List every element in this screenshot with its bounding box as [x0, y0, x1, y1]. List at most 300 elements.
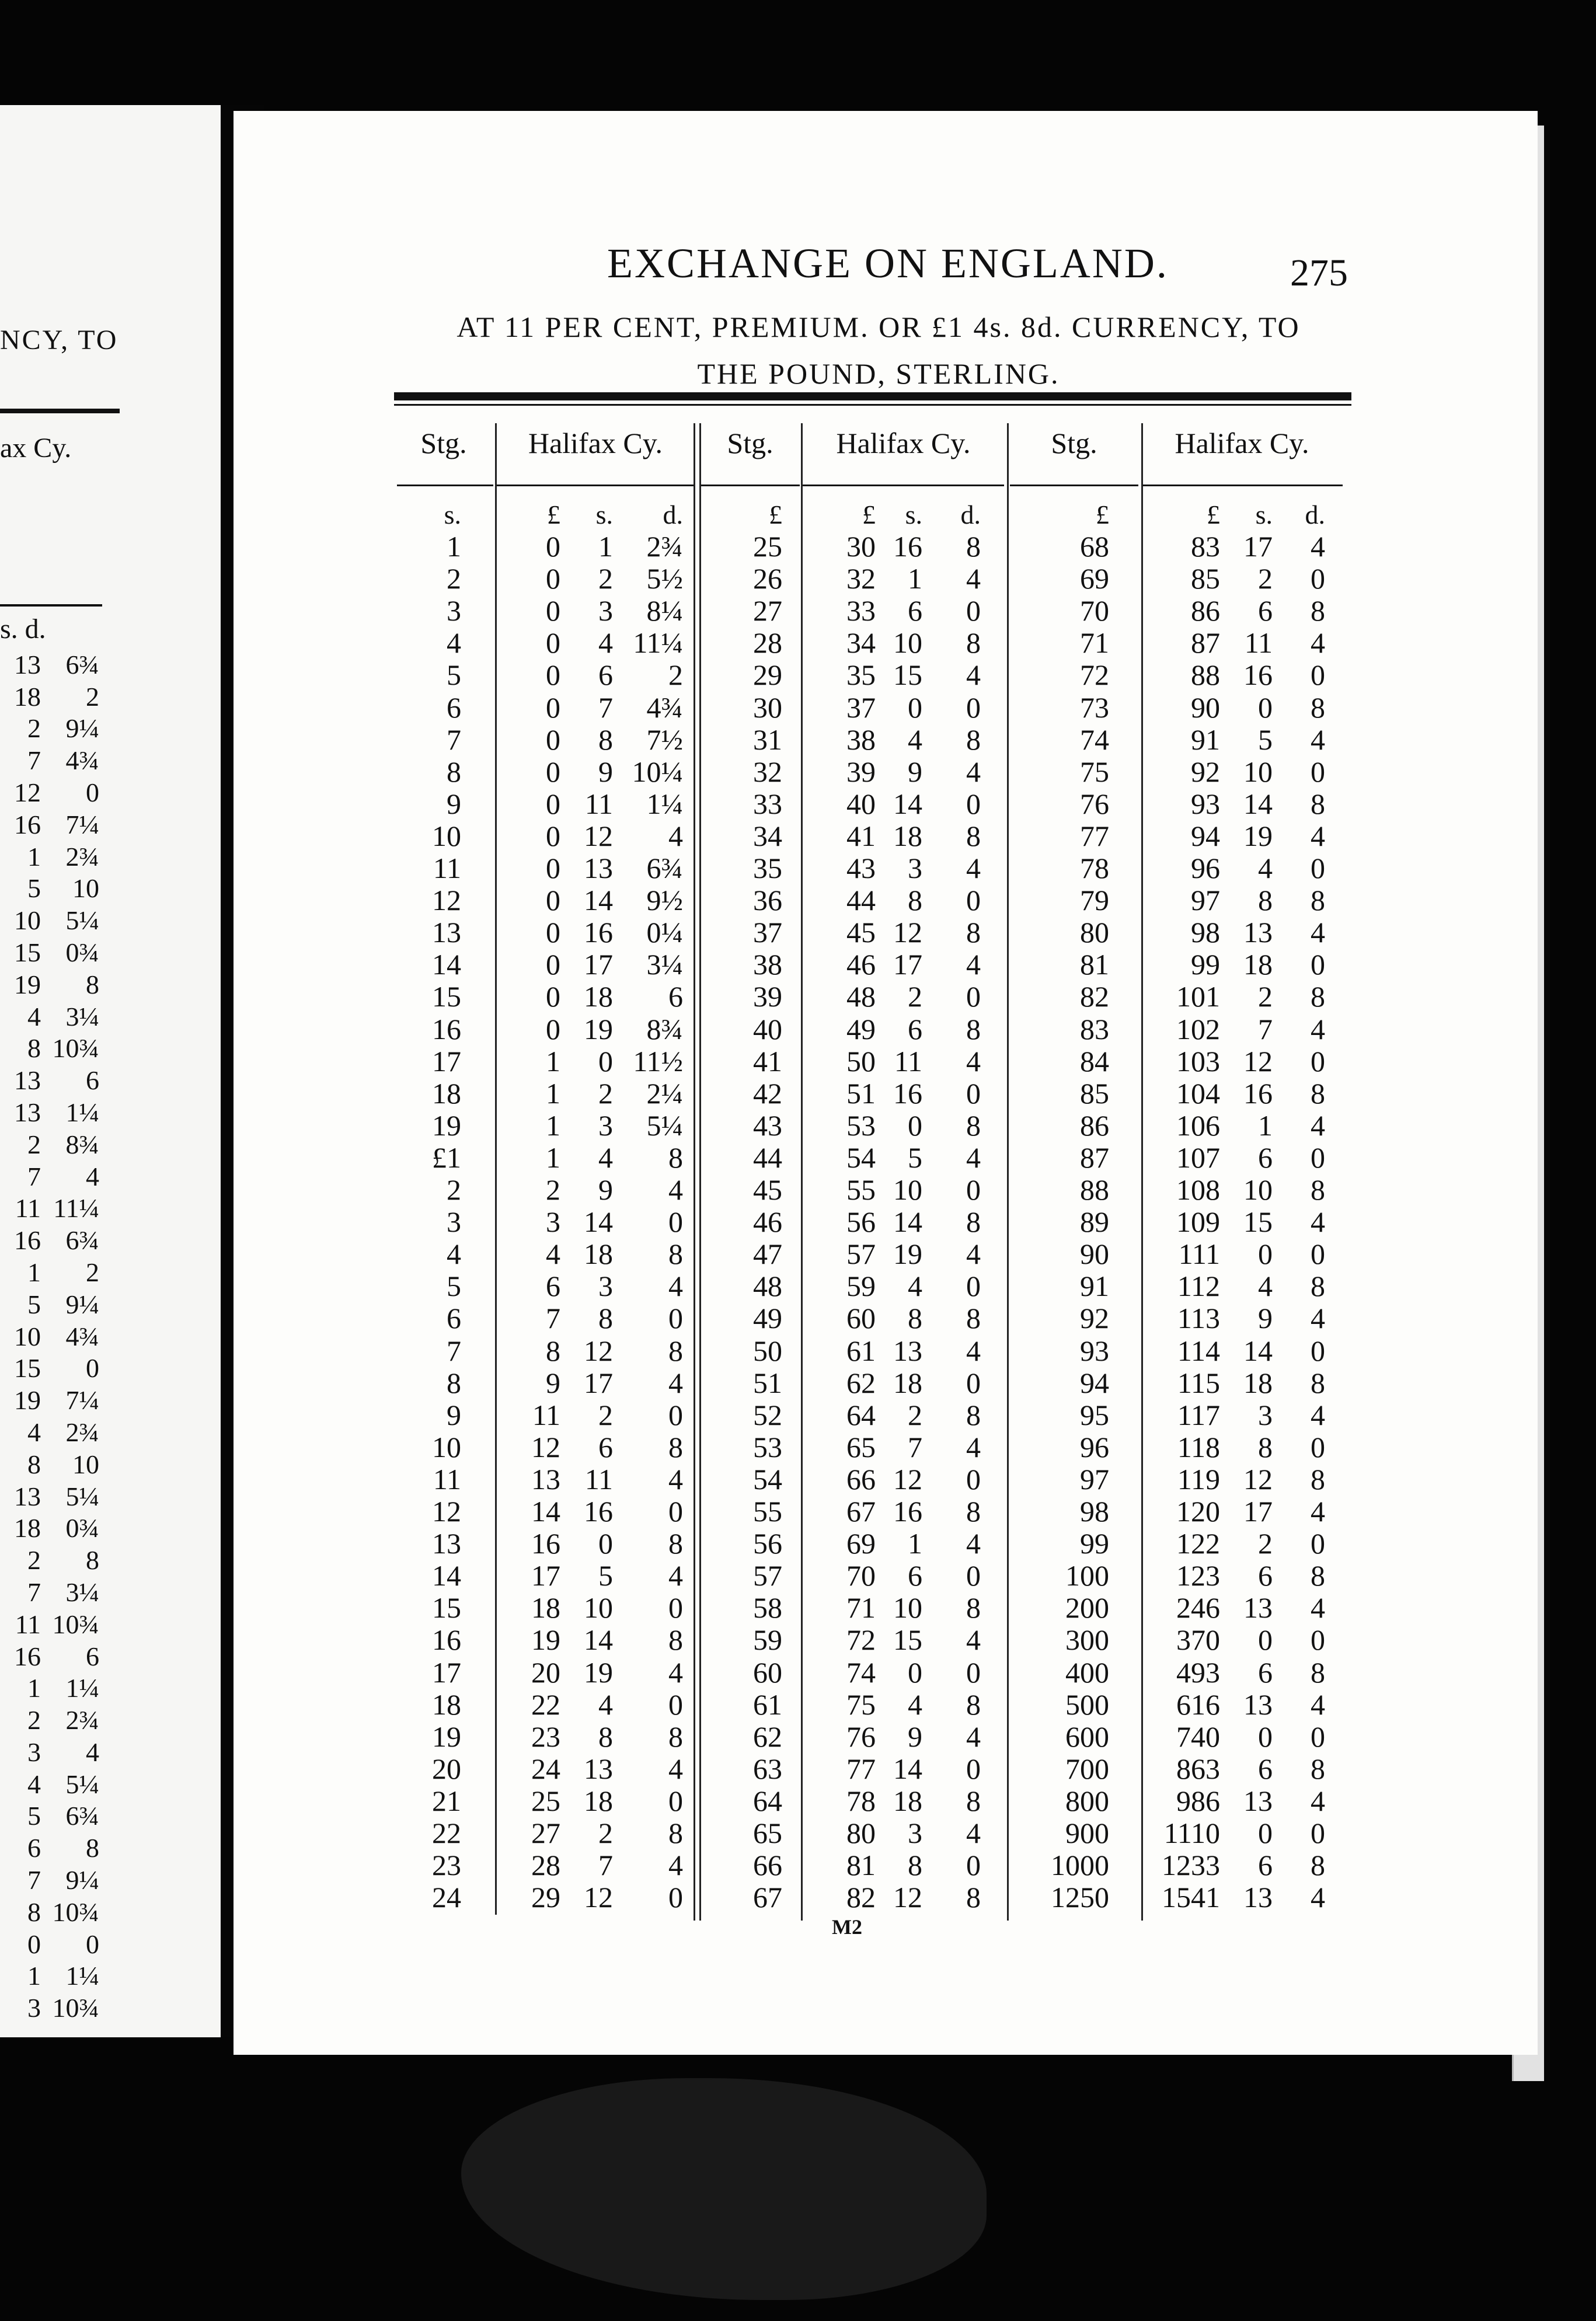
column-divider: [1007, 423, 1009, 1921]
pence-cell: 0: [966, 1559, 981, 1592]
header-rule: [803, 485, 1004, 486]
facing-shillings: 19: [14, 969, 41, 999]
pounds-cell: 1110: [1163, 1817, 1220, 1849]
sterling-cell: 4: [447, 626, 461, 660]
pence-cell: 0: [966, 787, 981, 820]
heading-rule-thin: [394, 404, 1351, 406]
pence-cell: 9½: [646, 884, 683, 917]
facing-shillings: 7: [27, 1865, 41, 1895]
pounds-cell: 99: [1191, 948, 1220, 981]
sterling-cell: 900: [1065, 1817, 1109, 1849]
facing-shillings: 6: [27, 1833, 41, 1863]
shillings-cell: 0: [908, 691, 922, 724]
pounds-cell: 28: [531, 1849, 560, 1882]
pounds-cell: 22: [531, 1688, 560, 1721]
sterling-cell: 11: [433, 852, 461, 884]
pence-cell: 10¼: [632, 755, 683, 788]
pence-cell: 4: [668, 1366, 683, 1399]
shillings-cell: 8: [598, 723, 613, 756]
pence-cell: 0: [966, 1270, 981, 1303]
shillings-cell: 6: [908, 594, 922, 628]
facing-page-row: [0, 1768, 102, 1800]
shillings-cell: 19: [893, 1238, 922, 1271]
sterling-cell: 79: [1080, 884, 1109, 917]
facing-shillings: 5: [27, 1801, 41, 1831]
pounds-cell: 4: [546, 1238, 560, 1271]
pounds-cell: 46: [846, 948, 876, 981]
pence-cell: 2¼: [646, 1076, 683, 1110]
shillings-cell: 11: [584, 1462, 613, 1496]
facing-page-units: s. d.: [0, 614, 46, 644]
shillings-cell: 10: [893, 626, 922, 660]
sterling-cell: 31: [753, 723, 782, 756]
pounds-cell: 0: [546, 916, 560, 949]
pounds-cell: 109: [1176, 1205, 1220, 1239]
shillings-cell: 12: [584, 1881, 613, 1914]
shillings-cell: 4: [598, 1688, 613, 1721]
pence-cell: 4: [668, 1849, 683, 1882]
pence-cell: 8: [1311, 691, 1325, 724]
facing-page-row: [0, 1383, 102, 1416]
facing-page-row: [0, 1576, 102, 1608]
pounds-cell: 38: [846, 723, 876, 756]
shillings-cell: 18: [1243, 948, 1273, 981]
shillings-cell: 6: [1258, 1656, 1273, 1689]
facing-pence: 1¼: [65, 1673, 99, 1703]
pence-cell: 0: [668, 1398, 683, 1431]
unit-label: £: [1096, 500, 1109, 529]
pence-cell: 8: [668, 1527, 683, 1560]
facing-shillings: 16: [14, 809, 41, 839]
facing-pence: 10: [72, 873, 99, 904]
pence-cell: 0: [1311, 1720, 1325, 1753]
pence-cell: 0: [966, 1076, 981, 1110]
sterling-cell: 91: [1080, 1270, 1109, 1303]
facing-shillings: 18: [14, 681, 41, 712]
sterling-cell: 48: [753, 1270, 782, 1303]
pence-cell: 4: [966, 1527, 981, 1560]
sterling-cell: 62: [753, 1720, 782, 1753]
facing-page-rule-2: [0, 604, 102, 607]
pounds-cell: 106: [1176, 1109, 1220, 1142]
facing-pence: 2¾: [65, 841, 99, 872]
unit-label: s.: [595, 500, 613, 529]
sterling-cell: 57: [753, 1559, 782, 1592]
unit-label: £: [769, 500, 782, 529]
pounds-cell: 98: [1191, 916, 1220, 949]
pounds-cell: 56: [846, 1205, 876, 1239]
pounds-cell: 23: [531, 1720, 560, 1753]
pounds-cell: 59: [846, 1270, 876, 1303]
facing-shillings: 10: [14, 1321, 41, 1351]
pence-cell: 4: [966, 1044, 981, 1078]
sterling-cell: 30: [753, 691, 782, 724]
pence-cell: 4: [1311, 1591, 1325, 1625]
pounds-cell: 3: [546, 1205, 560, 1239]
pounds-cell: 19: [531, 1623, 560, 1657]
shillings-cell: 6: [1258, 1141, 1273, 1174]
shillings-cell: 0: [1258, 1817, 1273, 1849]
shillings-cell: 12: [893, 1462, 922, 1496]
pence-cell: 8: [966, 1784, 981, 1817]
shillings-cell: 16: [1243, 1076, 1273, 1110]
facing-shillings: 11: [15, 1193, 41, 1224]
pence-cell: 4: [668, 1559, 683, 1592]
shillings-cell: 9: [908, 755, 922, 788]
sterling-cell: 70: [1080, 594, 1109, 628]
sterling-cell: 29: [753, 658, 782, 692]
sterling-cell: 3: [447, 1205, 461, 1239]
facing-shillings: 11: [15, 1609, 41, 1639]
pence-cell: 4: [966, 852, 981, 884]
pounds-cell: 93: [1191, 787, 1220, 820]
pence-cell: 8: [1311, 1462, 1325, 1496]
pounds-cell: 0: [546, 948, 560, 981]
pounds-cell: 49: [846, 1012, 876, 1046]
sterling-cell: 8: [447, 755, 461, 788]
facing-page-row: [0, 1448, 102, 1480]
pounds-cell: 45: [846, 916, 876, 949]
sterling-cell: 44: [753, 1141, 782, 1174]
pounds-cell: 6: [546, 1270, 560, 1303]
shillings-cell: 16: [893, 1495, 922, 1528]
facing-page-row: [0, 680, 102, 712]
sterling-cell: 12: [432, 884, 461, 917]
pence-cell: 4: [1311, 1881, 1325, 1914]
pounds-cell: 44: [846, 884, 876, 917]
shillings-cell: 13: [1243, 1784, 1273, 1817]
page-subtitle: [391, 304, 1366, 397]
pounds-cell: 108: [1176, 1173, 1220, 1206]
shillings-cell: 16: [1243, 658, 1273, 692]
facing-page-row: [0, 1096, 102, 1128]
shillings-cell: 12: [584, 1334, 613, 1367]
facing-page-row: [0, 1831, 102, 1863]
pounds-cell: 2: [546, 1173, 560, 1206]
pence-cell: 0: [1311, 1044, 1325, 1078]
shillings-cell: 18: [584, 1238, 613, 1271]
shillings-cell: 12: [893, 916, 922, 949]
pence-cell: 0: [1311, 1623, 1325, 1657]
unit-label: £: [862, 500, 876, 529]
pounds-cell: 51: [846, 1076, 876, 1110]
facing-page-row: [0, 1800, 102, 1832]
sterling-cell: 24: [432, 1881, 461, 1914]
facing-page-row: [0, 1032, 102, 1064]
sterling-cell: 200: [1065, 1591, 1109, 1625]
unit-label: d.: [663, 500, 683, 529]
pounds-cell: 61: [846, 1334, 876, 1367]
pounds-cell: 107: [1176, 1141, 1220, 1174]
facing-shillings: 8: [27, 1449, 41, 1479]
pounds-cell: 24: [531, 1752, 560, 1785]
sterling-cell: 71: [1080, 626, 1109, 660]
pence-cell: 8: [966, 1012, 981, 1046]
sterling-cell: 25: [753, 530, 782, 563]
sterling-cell: 10: [432, 819, 461, 852]
shillings-cell: 18: [893, 1366, 922, 1399]
shillings-cell: 0: [1258, 1623, 1273, 1657]
sterling-cell: 16: [432, 1012, 461, 1046]
pounds-cell: 25: [531, 1784, 560, 1817]
sterling-cell: 1: [447, 530, 461, 563]
pounds-cell: 92: [1191, 755, 1220, 788]
pounds-cell: 112: [1177, 1270, 1220, 1303]
shillings-cell: 9: [1258, 1302, 1273, 1335]
shillings-cell: 17: [893, 948, 922, 981]
sterling-cell: 19: [432, 1720, 461, 1753]
sterling-cell: 53: [753, 1430, 782, 1463]
column-divider: [801, 423, 803, 1921]
facing-shillings: 0: [27, 1929, 41, 1959]
facing-pence: 2: [86, 681, 99, 712]
facing-shillings: 13: [14, 1481, 41, 1511]
sterling-cell: 20: [432, 1752, 461, 1785]
sterling-cell: 80: [1080, 916, 1109, 949]
sterling-cell: 55: [753, 1495, 782, 1528]
pounds-cell: 0: [546, 787, 560, 820]
facing-page-row: [0, 1224, 102, 1256]
shillings-cell: 0: [1258, 1238, 1273, 1271]
sterling-cell: 1000: [1051, 1849, 1109, 1882]
pounds-cell: 70: [846, 1559, 876, 1592]
pounds-cell: 0: [546, 755, 560, 788]
pence-cell: 0: [966, 1173, 981, 1206]
pounds-cell: 0: [546, 562, 560, 595]
sterling-cell: 92: [1080, 1302, 1109, 1335]
shillings-cell: 4: [598, 1141, 613, 1174]
sterling-cell: 82: [1080, 980, 1109, 1013]
sterling-cell: 64: [753, 1784, 782, 1817]
sterling-cell: 800: [1065, 1784, 1109, 1817]
sterling-cell: 14: [432, 1559, 461, 1592]
pounds-cell: 32: [846, 562, 876, 595]
facing-shillings: 16: [14, 1641, 41, 1671]
facing-page-row: [0, 1192, 102, 1224]
pounds-cell: 103: [1176, 1044, 1220, 1078]
pounds-cell: 0: [546, 594, 560, 628]
facing-pence: 5¼: [65, 905, 99, 936]
facing-page-row: [0, 1703, 102, 1735]
facing-pence: 4: [86, 1161, 99, 1191]
sterling-cell: 90: [1080, 1238, 1109, 1271]
header-rule: [701, 485, 800, 486]
shillings-cell: 10: [584, 1591, 613, 1625]
shillings-cell: 18: [1243, 1366, 1273, 1399]
shillings-cell: 0: [1258, 691, 1273, 724]
pence-cell: 8: [966, 819, 981, 852]
pounds-cell: 94: [1191, 819, 1220, 852]
sterling-cell: 38: [753, 948, 782, 981]
pounds-cell: 30: [846, 530, 876, 563]
shillings-cell: 3: [598, 1109, 613, 1142]
pounds-cell: 48: [846, 980, 876, 1013]
pounds-cell: 0: [546, 980, 560, 1013]
pence-cell: 8: [1311, 1366, 1325, 1399]
pence-cell: 0: [1311, 1334, 1325, 1367]
pounds-cell: 8: [546, 1334, 560, 1367]
shillings-cell: 8: [908, 1849, 922, 1882]
pounds-cell: 76: [846, 1720, 876, 1753]
facing-page-row: [0, 1512, 102, 1544]
pounds-cell: 1: [546, 1076, 560, 1110]
pounds-cell: 86: [1191, 594, 1220, 628]
facing-pence: 8¾: [65, 1129, 99, 1159]
facing-pence: 2¾: [65, 1417, 99, 1447]
pounds-cell: 16: [531, 1527, 560, 1560]
pence-cell: 0: [1311, 1527, 1325, 1560]
subtitle-line-1: AT 11 PER CENT, PREMIUM. OR £1 4s. 8d. CURRENCY, TO: [457, 311, 1301, 343]
pence-cell: 4: [668, 1752, 683, 1785]
pence-cell: 11¼: [633, 626, 683, 660]
shillings-cell: 14: [584, 884, 613, 917]
shillings-cell: 6: [908, 1559, 922, 1592]
pence-cell: 0: [966, 884, 981, 917]
facing-pence: 9¼: [65, 1289, 99, 1319]
shillings-cell: 6: [598, 658, 613, 692]
sterling-cell: 63: [753, 1752, 782, 1785]
facing-page: [0, 105, 221, 2037]
column-header: Stg.: [727, 427, 773, 459]
pounds-cell: 0: [546, 1012, 560, 1046]
pounds-cell: 740: [1176, 1720, 1220, 1753]
pence-cell: 8: [1311, 1270, 1325, 1303]
sterling-cell: 96: [1080, 1430, 1109, 1463]
facing-shillings: 4: [27, 1417, 41, 1447]
pounds-cell: 616: [1176, 1688, 1220, 1721]
pounds-cell: 113: [1177, 1302, 1220, 1335]
sterling-cell: 1250: [1051, 1881, 1109, 1914]
sterling-cell: 9: [447, 787, 461, 820]
shillings-cell: 4: [908, 1688, 922, 1721]
column-divider: [1141, 423, 1143, 1921]
sterling-cell: 5: [447, 658, 461, 692]
header-rule: [496, 485, 695, 486]
header-rule: [1141, 485, 1343, 486]
pence-cell: 8: [1311, 787, 1325, 820]
facing-page-row: [0, 1895, 102, 1928]
sterling-cell: 85: [1080, 1076, 1109, 1110]
shillings-cell: 6: [1258, 594, 1273, 628]
facing-shillings: 2: [27, 1705, 41, 1735]
pounds-cell: 1: [546, 1044, 560, 1078]
facing-page-row: [0, 712, 102, 744]
pounds-cell: 986: [1176, 1784, 1220, 1817]
pounds-cell: 57: [846, 1238, 876, 1271]
pence-cell: 4: [1311, 1205, 1325, 1239]
pounds-cell: 119: [1177, 1462, 1220, 1496]
shillings-cell: 8: [598, 1302, 613, 1335]
pounds-cell: 35: [846, 658, 876, 692]
facing-pence: 2¾: [65, 1705, 99, 1735]
pounds-cell: 64: [846, 1398, 876, 1431]
shillings-cell: 9: [598, 1173, 613, 1206]
pounds-cell: 53: [846, 1109, 876, 1142]
pounds-cell: 66: [846, 1462, 876, 1496]
sterling-cell: 54: [753, 1462, 782, 1496]
shillings-cell: 4: [1258, 1270, 1273, 1303]
pounds-cell: 43: [846, 852, 876, 884]
pounds-cell: 40: [846, 787, 876, 820]
sterling-cell: 58: [753, 1591, 782, 1625]
facing-page-column-header: ax Cy.: [0, 433, 72, 463]
facing-page-row: [0, 1000, 102, 1032]
facing-page-rule: [0, 409, 120, 413]
sterling-cell: 10: [432, 1430, 461, 1463]
pounds-cell: 111: [1178, 1238, 1220, 1271]
sterling-cell: 83: [1080, 1012, 1109, 1046]
pounds-cell: 77: [846, 1752, 876, 1785]
column-divider: [495, 423, 497, 1915]
facing-shillings: 3: [27, 1737, 41, 1767]
shillings-cell: 4: [1258, 852, 1273, 884]
facing-shillings: 13: [14, 1065, 41, 1096]
pence-cell: 0: [966, 1752, 981, 1785]
pence-cell: 4: [966, 1334, 981, 1367]
pence-cell: 4: [668, 1656, 683, 1689]
shillings-cell: 16: [893, 1076, 922, 1110]
shillings-cell: 13: [584, 1752, 613, 1785]
sterling-cell: 18: [432, 1076, 461, 1110]
pence-cell: 4: [668, 819, 683, 852]
shillings-cell: 14: [893, 1205, 922, 1239]
pence-cell: 8: [668, 1623, 683, 1657]
pence-cell: 4: [1311, 1398, 1325, 1431]
shillings-cell: 13: [893, 1334, 922, 1367]
pounds-cell: 62: [846, 1366, 876, 1399]
sterling-cell: 88: [1080, 1173, 1109, 1206]
facing-shillings: 13: [14, 1097, 41, 1127]
pence-cell: 0: [1311, 1817, 1325, 1849]
shillings-cell: 2: [598, 1398, 613, 1431]
facing-shillings: 8: [27, 1033, 41, 1064]
unit-label: s.: [1255, 500, 1273, 529]
sterling-cell: 32: [753, 755, 782, 788]
heading-rule-thick: [394, 392, 1351, 400]
sterling-cell: 500: [1065, 1688, 1109, 1721]
unit-label: s.: [444, 500, 461, 529]
pounds-cell: 83: [1191, 530, 1220, 563]
facing-pence: 6¾: [65, 649, 99, 679]
pence-cell: 0: [668, 1784, 683, 1817]
facing-pence: 6¾: [65, 1225, 99, 1256]
shillings-cell: 13: [1243, 916, 1273, 949]
pence-cell: 4: [966, 658, 981, 692]
sterling-cell: 15: [432, 1591, 461, 1625]
facing-page-row: [0, 1672, 102, 1704]
facing-pence: 10: [72, 1449, 99, 1479]
sterling-cell: 78: [1080, 852, 1109, 884]
pence-cell: 8: [966, 1591, 981, 1625]
sterling-cell: 47: [753, 1238, 782, 1271]
pence-cell: 0: [668, 1495, 683, 1528]
pence-cell: 8: [966, 530, 981, 563]
pence-cell: 4: [1311, 1784, 1325, 1817]
pence-cell: 8: [966, 1495, 981, 1528]
sterling-cell: 69: [1080, 562, 1109, 595]
shillings-cell: 0: [598, 1044, 613, 1078]
facing-pence: 5¼: [65, 1769, 99, 1799]
facing-pence: 5¼: [65, 1481, 99, 1511]
facing-pence: 9¼: [65, 1865, 99, 1895]
subtitle-line-2: THE POUND, STERLING.: [697, 357, 1060, 390]
pence-cell: 8: [668, 1720, 683, 1753]
pounds-cell: 1: [546, 1109, 560, 1142]
shillings-cell: 14: [584, 1205, 613, 1239]
sterling-cell: 40: [753, 1012, 782, 1046]
facing-pence: 1¼: [65, 1097, 99, 1127]
sterling-cell: 68: [1080, 530, 1109, 563]
